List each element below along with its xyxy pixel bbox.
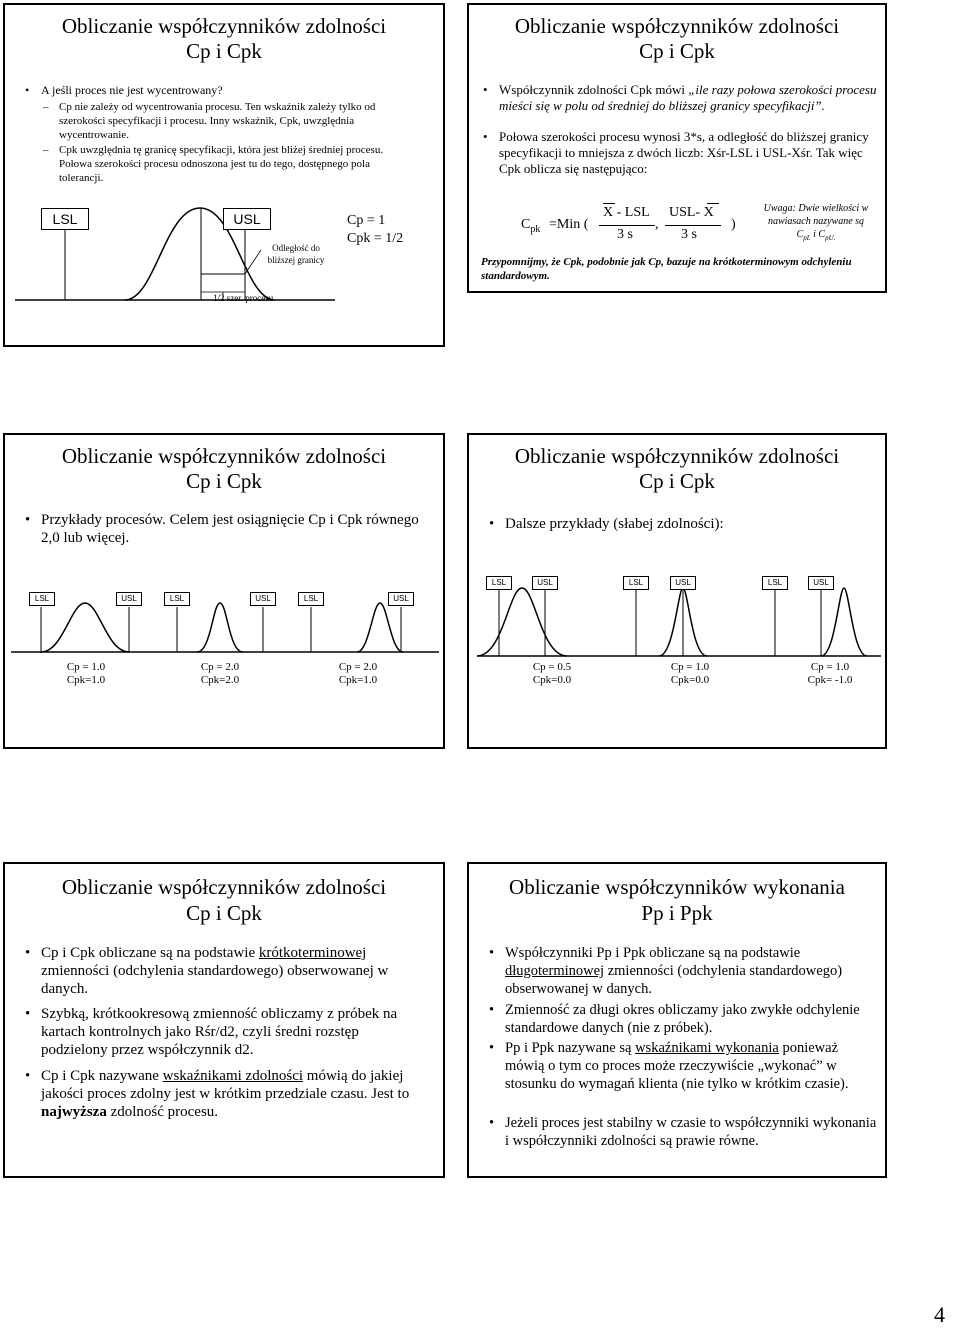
slide-title-line2: Pp i Ppk [641,901,713,925]
slide-5 [3,862,445,1178]
bullet-icon: • [489,1002,495,1018]
slide-title-line2: Cp i Cpk [186,39,262,63]
slide-title-line2: Cp i Cpk [639,39,715,63]
example-caption: Cp = 1.0 Cpk=0.0 [670,661,710,686]
usl-label: USL [116,592,142,606]
usl-label: USL [808,576,834,590]
bullet-icon: • [25,945,31,961]
sub-bullet-item: – Cpk uwzględnia tę granicę specyfikacji, która jest bliżej średniej procesu. Połowa szerokości procesu odnoszona jest tu do tego, dostępnego pola tolerancji. [43,144,384,184]
lsl-label: LSL [486,576,512,590]
usl-label: USL [388,592,414,606]
bullet-item: • A jeśli proces nie jest wycentrowany? [25,83,223,97]
bullet-item: • Cp i Cpk obliczane są na podstawie krótkoterminowej zmienności (odchylenia standardowego) obserwowanej w danych. [25,945,389,997]
bullet-icon: • [483,82,488,97]
slide-title-line1: Obliczanie współczynników zdolności [514,444,840,468]
slide-title-line1: Obliczanie współczynników zdolności [61,875,387,899]
process-examples-diagram [5,595,445,655]
example-caption: Cp = 2.0 Cpk=2.0 [200,661,240,686]
bullet-item: • Szybką, krótkookresową zmienność obliczamy z próbek na kartach kontrolnych jako Rśr/d2, czyli średni rozstęp podzielony przez współczynnik d2. [25,1006,398,1058]
bullet-icon: • [483,129,488,144]
bullet-item: • Przykłady procesów. Celem jest osiągnięcie Cp i Cpk równego 2,0 lub więcej. [25,512,419,546]
note-text: Uwaga: Dwie wielkości w nawiasach nazywane są $C_{pL}$ i $C_{pU.}$ [763,203,869,242]
lsl-label: LSL [29,592,55,606]
slide-title-line2: Cp i Cpk [186,469,262,493]
slide-2 [467,3,887,293]
dash-icon: – [43,144,49,156]
bullet-item: • Jeżeli proces jest stabilny w czasie to współczynniki wykonania i współczynniki zdolności są prawie równe. [489,1115,877,1149]
usl-label: USL [250,592,276,606]
dash-icon: – [43,101,49,113]
bullet-item: • Dalsze przykłady (słabej zdolności): [489,516,724,532]
lsl-label: LSL [623,576,649,590]
example-caption: Cp = 0.5 Cpk=0.0 [532,661,572,686]
bullet-item: • Połowa szerokości procesu wynosi 3*s, a odległość do bliższej granicy specyfikacji to mniejsza z dwóch liczb: Xśr-LSL i USL-Xśr. Tak więc Cpk oblicza się następująco: [483,129,869,176]
slide-6 [467,862,887,1178]
cpk-value: Cpk = 1/2 [347,231,404,246]
bullet-icon: • [25,512,31,528]
slide-3 [3,433,445,749]
bullet-icon: • [489,1115,495,1131]
reminder-text: Przypomnijmy, że Cpk, podobnie jak Cp, bazuje na krótkoterminowym odchyleniu standardowym. [481,256,852,282]
half-width-label: 1/2 szer. procesu [213,293,274,303]
lsl-label: LSL [41,208,89,230]
poor-capability-diagram [469,580,887,660]
slide-title-line1: Obliczanie współczynników zdolności [61,444,387,468]
bullet-item: • Zmienność za długi okres obliczamy jako zwykłe odchylenie standardowe danych (nie z próbek). [489,1002,860,1036]
slide-title-line1: Obliczanie współczynników zdolności [514,14,840,38]
slide-1 [3,3,445,347]
usl-label: USL [670,576,696,590]
slide-title-line1: Obliczanie współczynników wykonania [509,875,845,899]
slide-title-line2: Cp i Cpk [639,469,715,493]
bullet-item: • Współczynnik zdolności Cpk mówi „ile razy połowa szerokości procesu mieści się w polu od średniej do bliższej granicy specyfikacji”. [483,82,877,113]
usl-label: USL [532,576,558,590]
bullet-icon: • [489,516,495,532]
lsl-label: LSL [762,576,788,590]
usl-label: USL [223,208,271,230]
bullet-icon: • [489,1040,495,1056]
bullet-item: • Współczynniki Pp i Ppk obliczane są na podstawie długoterminowej zmienności (odchylenia standardowego) obserwowanej w danych. [489,945,843,997]
bullet-icon: • [25,83,30,97]
bullet-item: • Cp i Cpk nazywane wskaźnikami zdolności mówią do jakiej jakości proces zdolny jest w krótkim przedziale czasu. Jest to najwyższa zdolność procesu. [25,1068,410,1120]
page-number: 4 [934,1302,945,1327]
example-caption: Cp = 1.0 Cpk= -1.0 [807,661,853,686]
slide-title-line2: Cp i Cpk [186,901,262,925]
example-caption: Cp = 2.0 Cpk=1.0 [338,661,378,686]
bullet-icon: • [25,1006,31,1022]
bullet-icon: • [25,1068,31,1084]
sub-bullet-item: – Cp nie zależy od wycentrowania procesu. Ten wskaźnik zależy tylko od szerokości specyfikacji i procesu. Inny wskaźnik, Cpk, uwzględnia wycentrowanie. [43,101,376,141]
bullet-icon: • [489,945,495,961]
cp-value: Cp = 1 [347,213,386,228]
slide-4 [467,433,887,749]
distance-label: Odległość do bliższej granicy [267,243,325,265]
slide-title-line1: Obliczanie współczynników zdolności [61,14,387,38]
lsl-label: LSL [164,592,190,606]
example-caption: Cp = 1.0 Cpk=1.0 [66,661,106,686]
lsl-label: LSL [298,592,324,606]
bullet-item: • Pp i Ppk nazywane są wskaźnikami wykonania ponieważ mówią o tym co proces może rzeczywiście „wykonać” w stosunku do wymagań klienta (nie tylko w krótkim czasie). [489,1040,849,1092]
cpk-formula: $C_{pk}$ =Min ( X - LSL 3 s , USL- X 3 s ) [521,205,736,242]
